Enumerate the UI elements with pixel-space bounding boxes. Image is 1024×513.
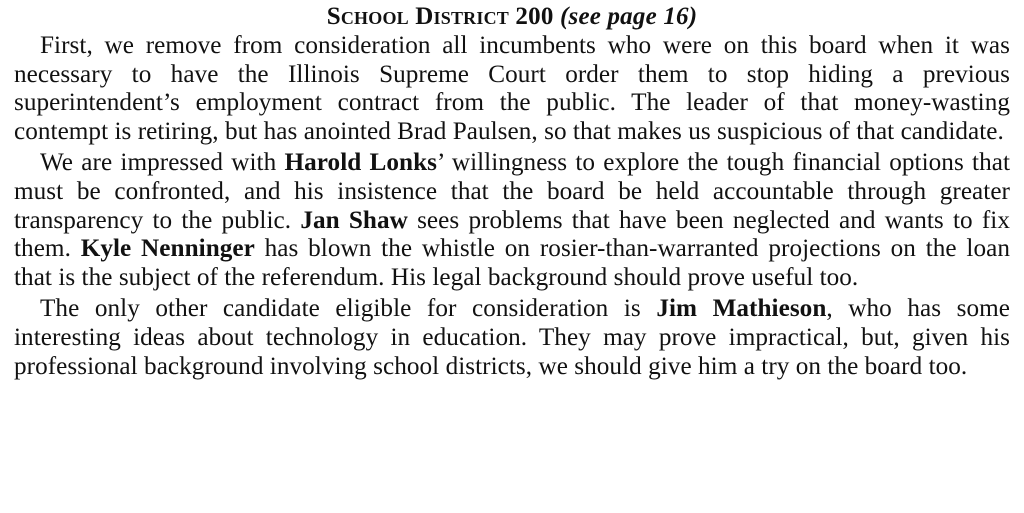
paragraph-3 xyxy=(14,295,1010,381)
candidate-name-kyle-nenninger: Kyle Nenninger xyxy=(80,235,255,263)
section-heading xyxy=(14,0,1010,32)
candidate-name-harold-lonks: Harold Lonks xyxy=(284,149,438,177)
paragraph-3-text-2: , who has some interesting ideas about technology in education. They may prove impractical, but, given his professional background involving school districts, we should give him a try on the board too. xyxy=(14,295,1010,380)
paragraph-2-text-1: We are impressed with xyxy=(40,149,285,177)
paragraph-2-text-2: ’ willingness to explore the tough financial options that must be confronted, and his insistence that the board be held accountable through greater transparency to the public. xyxy=(14,149,1011,234)
paragraph-2 xyxy=(14,149,1010,292)
heading-district: School District 200 xyxy=(326,3,554,30)
paragraph-1 xyxy=(14,32,1010,146)
candidate-name-jim-mathieson: Jim Mathieson xyxy=(656,295,827,323)
candidate-name-jan-shaw: Jan Shaw xyxy=(300,206,408,234)
editorial-article xyxy=(14,0,1010,381)
paragraph-1-text: First, we remove from consideration all incumbents who were on this board when it was necessary to have the Illinois Supreme Court order them to stop hiding a previous superintendent’s employment contract from the public. The leader of that money-wasting contempt is retiring, but has anointed Brad Paulsen, so that makes us suspicious of that candidate. xyxy=(14,32,1010,145)
paragraph-2-text-3: sees problems that have been neglected and wants to fix them. xyxy=(14,206,1010,263)
heading-page-reference: (see page 16) xyxy=(559,3,698,30)
paragraph-3-text-1: The only other candidate eligible for consideration is xyxy=(40,295,657,323)
paragraph-2-text-4: has blown the whistle on rosier-than-warranted projections on the loan that is the subject of the referendum. His legal background should prove useful too. xyxy=(14,235,1010,291)
